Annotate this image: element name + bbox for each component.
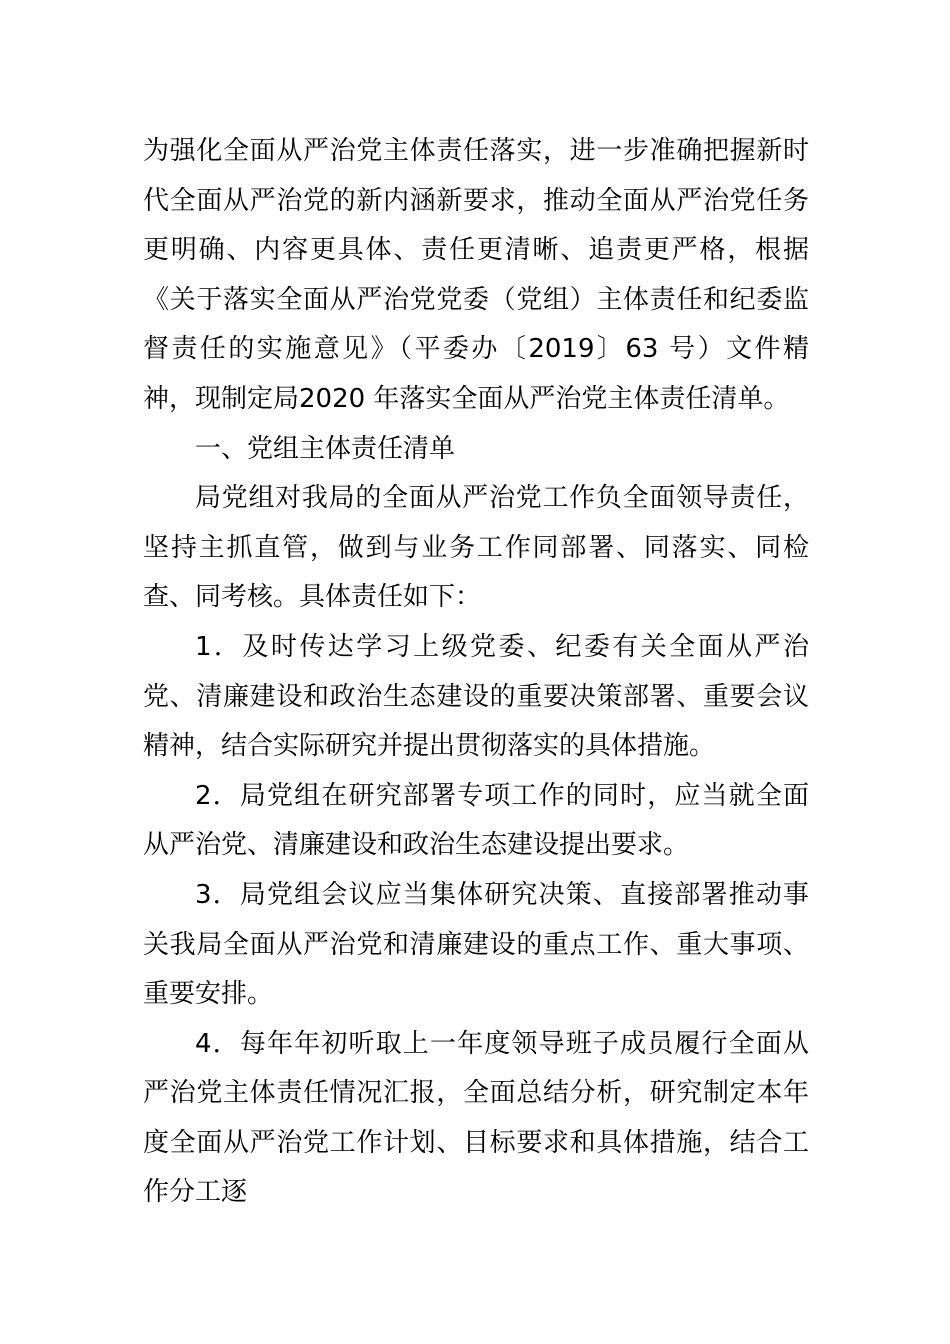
list-item-2: 2．局党组在研究部署专项工作的同时，应当就全面从严治党、清廉建设和政治生态建设提出要求。: [143, 780, 809, 861]
list-item-1: 1．及时传达学习上级党委、纪委有关全面从严治党、清廉建设和政治生态建设的重要决策部署、重要会议精神，结合实际研究并提出贯彻落实的具体措施。: [143, 631, 809, 762]
list-item-4: 4．每年年初听取上一年度领导班子成员履行全面从严治党主体责任情况汇报，全面总结分析，研究制定本年度全面从严治党工作计划、目标要求和具体措施，结合工作分工逐: [143, 1028, 809, 1208]
list-item-3: 3．局党组会议应当集体研究决策、直接部署推动事关我局全面从严治党和清廉建设的重点工作、重大事项、重要安排。: [143, 879, 809, 1010]
document-body: [143, 127, 809, 1218]
body-paragraph: 局党组对我局的全面从严治党工作负全面领导责任，坚持主抓直管，做到与业务工作同部署、同落实、同检查、同考核。具体责任如下：: [143, 483, 809, 613]
section-heading: 一、党组主体责任清单: [195, 433, 456, 464]
intro-paragraph: 为强化全面从严治党主体责任落实，进一步准确把握新时代全面从严治党的新内涵新要求，推动全面从严治党任务更明确、内容更具体、责任更清晰、追责更严格，根据《关于落实全面从严治党党委（党组）主体责任和纪委监督责任的实施意见》（平委办〔2019〕63 号）文件精神，现制定局2020 年落实全面从严治党主体责任清单。: [143, 136, 809, 414]
